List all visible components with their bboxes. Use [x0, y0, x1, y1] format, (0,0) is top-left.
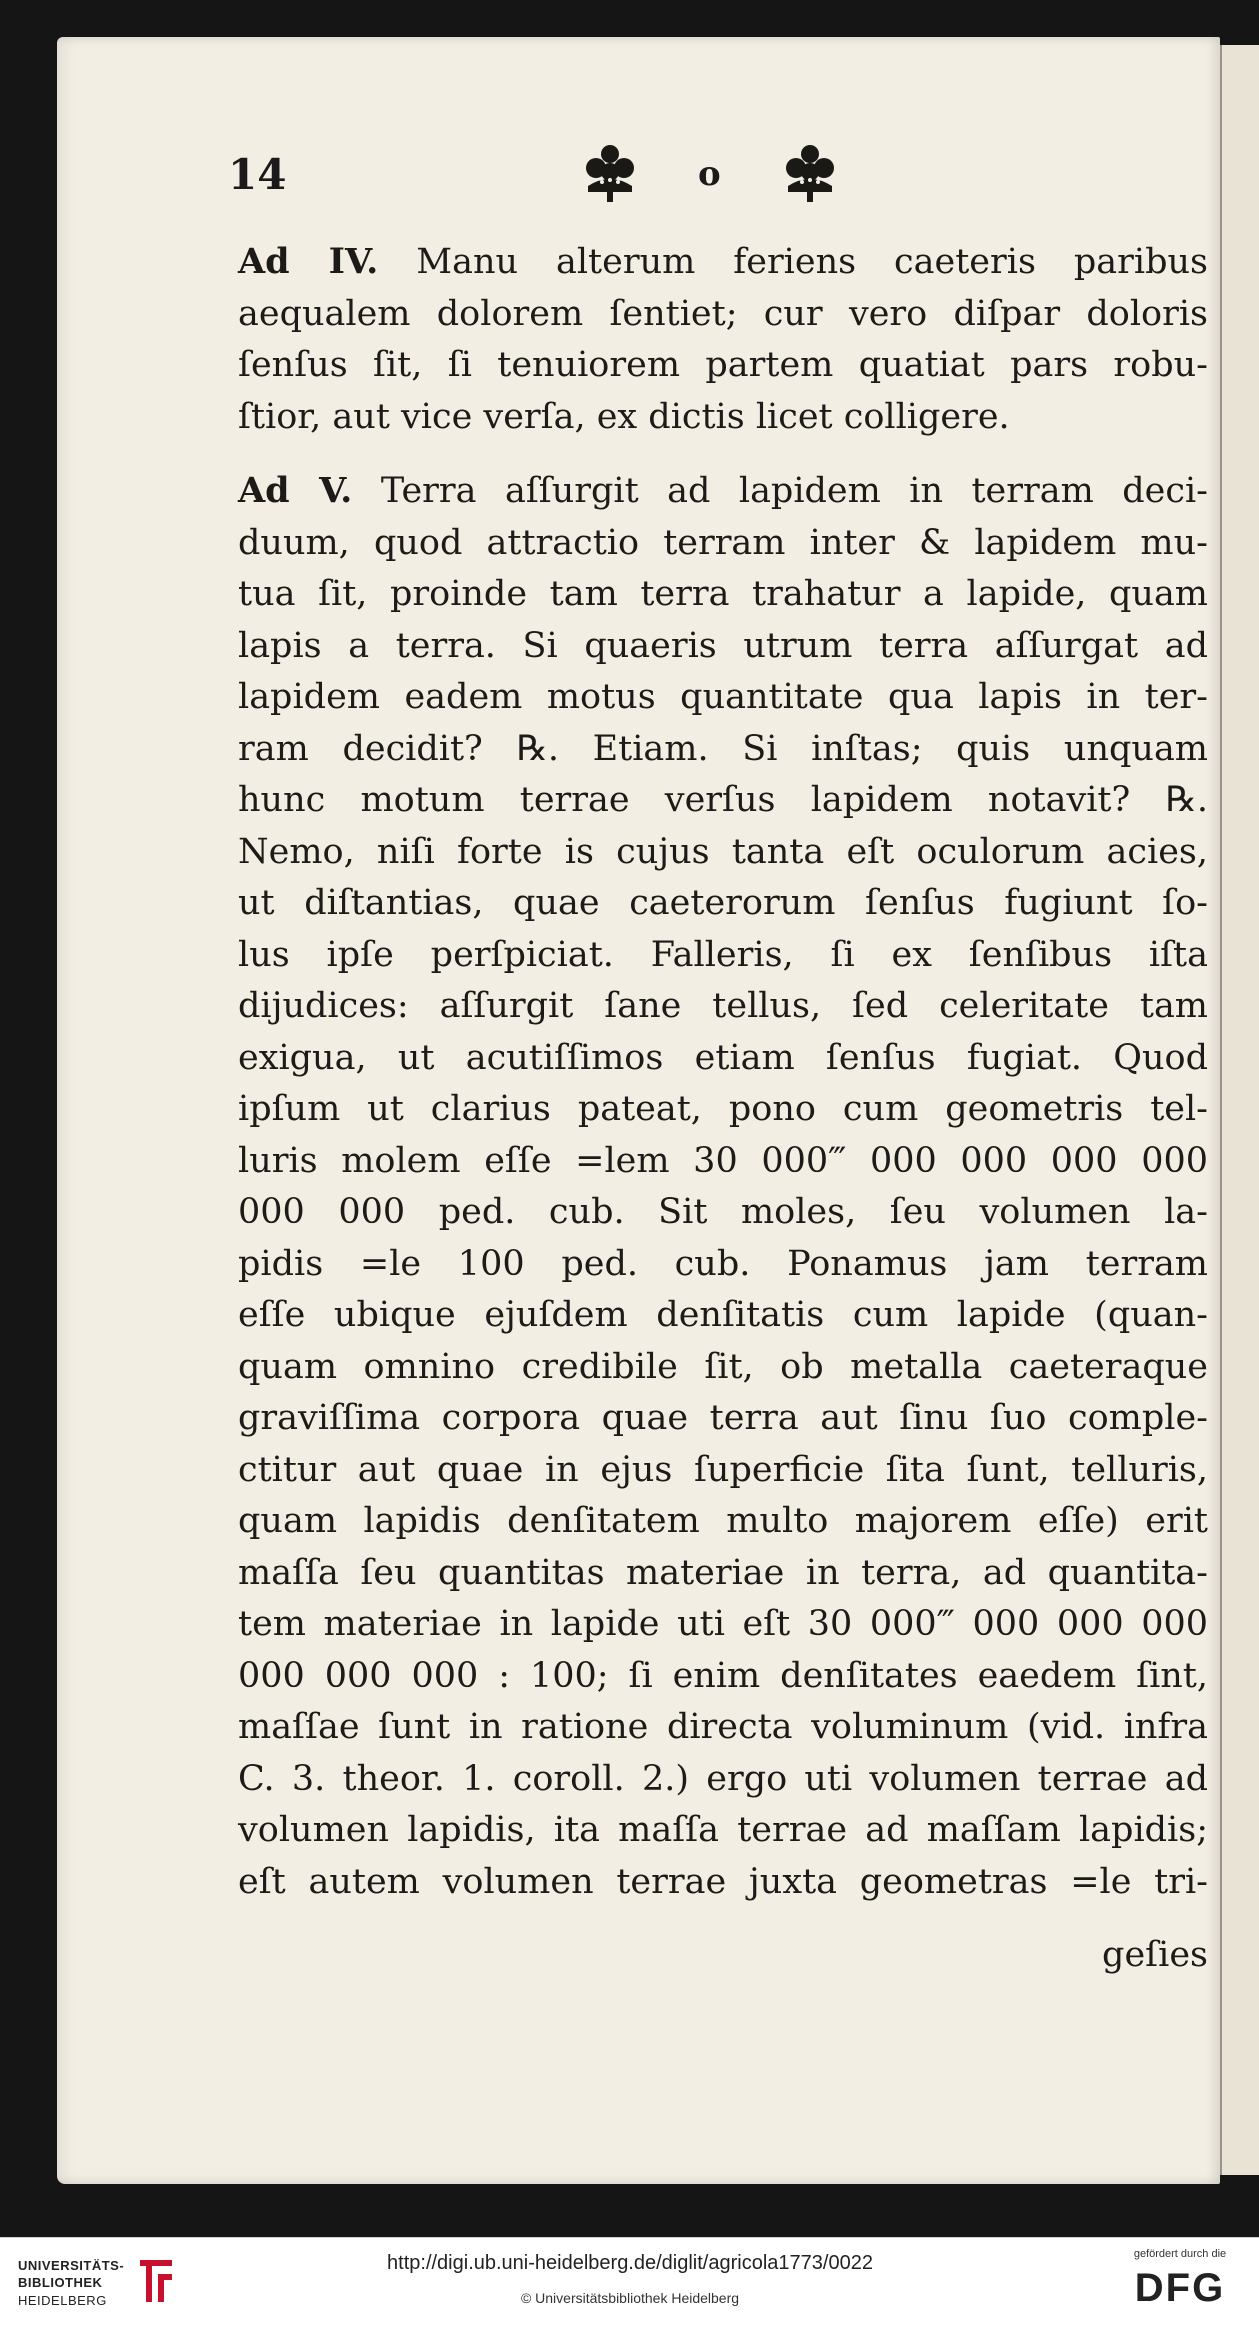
text-line	[238, 1342, 1208, 1394]
page-header	[228, 142, 1128, 212]
text-line	[238, 1599, 1208, 1651]
page-number: 14	[228, 150, 287, 199]
line-text: Manu alterum feriens caeteris paribus	[378, 242, 1208, 282]
line-text: graviſſima corpora quae terra aut ſinu ſuo comple-	[238, 1398, 1208, 1438]
line-text: Nemo, niſi forte is cujus tanta eſt oculorum acies,	[238, 831, 1208, 872]
text-line	[238, 392, 1208, 444]
text-line	[238, 878, 1208, 930]
line-text: eſt autem volumen terrae juxta geometras =le tri-	[238, 1861, 1208, 1902]
next-page-edge	[1220, 45, 1259, 2175]
text-line	[238, 1187, 1208, 1239]
line-text: quam lapidis denſitatem multo majorem eſſe) erit	[238, 1501, 1208, 1541]
text-line	[238, 518, 1208, 570]
line-text: quam omnino credibile ſit, ob metalla caeteraque	[238, 1346, 1208, 1387]
text-line	[238, 1702, 1208, 1754]
library-logo[interactable]	[18, 2252, 178, 2316]
line-text: 000 000 ped. cub. Sit moles, ſeu volumen la-	[238, 1192, 1208, 1232]
text-line	[238, 236, 1208, 289]
line-text: ctitur aut quae in ejus ſuperficie ſita ſunt, telluris,	[238, 1449, 1208, 1490]
line-text: pidis =le 100 ped. cub. Ponamus jam terram	[238, 1243, 1208, 1284]
text-line	[238, 672, 1208, 724]
text-line	[238, 827, 1208, 879]
copyright-notice: © Universitätsbibliothek Heidelberg	[520, 2290, 740, 2306]
line-text: ipſum ut clarius pateat, pono cum geometris tel-	[238, 1089, 1208, 1129]
line-text: ſenſus ſit, ſi tenuiorem partem quatiat pars robu-	[238, 345, 1208, 385]
text-line	[238, 465, 1208, 518]
line-text: C. 3. theor. 1. coroll. 2.) ergo uti volumen terrae ad	[238, 1758, 1208, 1799]
text-line	[238, 1290, 1208, 1342]
line-text: tem materiae in lapide uti eſt 30 000‴ 000 000 000	[238, 1604, 1208, 1644]
text-line	[238, 1033, 1208, 1085]
header-mark: o	[698, 154, 721, 194]
line-text: lapidem eadem motus quantitate qua lapis in ter-	[238, 677, 1208, 717]
line-text: luris molem eſſe =lem 30 000‴ 000 000 000 000	[238, 1140, 1208, 1181]
text-line	[238, 1445, 1208, 1497]
text-line	[238, 569, 1208, 621]
line-text: eſſe ubique ejuſdem denſitatis cum lapide (quan-	[238, 1295, 1208, 1335]
line-text: Terra aſſurgit ad lapidem in terram deci-	[352, 471, 1208, 511]
paragraph-ad-iv	[238, 236, 1208, 443]
line-text: 000 000 000 : 100; ſi enim denſitates eaedem ſint,	[238, 1655, 1208, 1696]
text-line	[238, 981, 1208, 1033]
permalink-url[interactable]: http://digi.ub.uni-heidelberg.de/diglit/agricola1773/0022	[387, 2252, 873, 2274]
dfg-funding-label: gefördert durch die	[1133, 2248, 1227, 2260]
university-library-logo-icon	[136, 2256, 176, 2306]
text-line	[238, 1651, 1208, 1703]
text-line	[238, 340, 1208, 392]
fleuron-icon	[580, 142, 640, 204]
line-text: hunc motum terrae verſus lapidem notavit? ℞.	[238, 780, 1208, 820]
text-line	[238, 1805, 1208, 1857]
text-line	[238, 724, 1208, 776]
line-text: ut diſtantias, quae caeterorum ſenſus fugiunt ſo-	[238, 883, 1208, 923]
line-text: volumen lapidis, ita maſſa terrae ad maſſam lapidis;	[238, 1810, 1208, 1850]
text-line	[238, 1548, 1208, 1600]
line-text: duum, quod attractio terram inter & lapidem mu-	[238, 522, 1208, 563]
body-text	[238, 236, 1208, 1982]
line-text: ſtior, aut vice verſa, ex dictis licet colligere.	[238, 396, 1010, 437]
text-line	[238, 930, 1208, 982]
text-line	[238, 1239, 1208, 1291]
text-line	[238, 1136, 1208, 1188]
line-text: aequalem dolorem ſentiet; cur vero diſpar doloris	[238, 293, 1208, 334]
logo-line-1: UNIVERSITÄTS-	[18, 2258, 125, 2273]
line-text: tua ſit, proinde tam terra trahatur a lapide, quam	[238, 574, 1208, 614]
logo-line-3: HEIDELBERG	[18, 2293, 107, 2308]
fleuron-icon	[780, 142, 840, 204]
text-line	[238, 621, 1208, 673]
text-line	[238, 1754, 1208, 1806]
line-text: lus ipſe perſpiciat. Falleris, ſi ex ſenſibus iſta	[238, 934, 1208, 975]
viewer-footer	[0, 2237, 1259, 2328]
text-line	[238, 289, 1208, 341]
dfg-wordmark: DFG	[1134, 2266, 1226, 2310]
line-text: dijudices: aſſurgit ſane tellus, ſed celeritate tam	[238, 986, 1208, 1026]
line-text: lapis a terra. Si quaeris utrum terra aſſurgat ad	[238, 625, 1208, 666]
paragraph-label: Ad IV.	[238, 241, 379, 282]
text-line	[238, 1857, 1208, 1909]
logo-line-2: BIBLIOTHEK	[18, 2275, 103, 2290]
text-line	[238, 1084, 1208, 1136]
line-text: maſſa ſeu quantitas materiae in terra, ad quantita-	[238, 1552, 1208, 1593]
text-line	[238, 1393, 1208, 1445]
text-line	[238, 1496, 1208, 1548]
text-line	[238, 775, 1208, 827]
paragraph-ad-v	[238, 465, 1208, 1908]
line-text: ram decidit? ℞. Etiam. Si inſtas; quis unquam	[238, 728, 1208, 769]
line-text: exigua, ut acutiſſimos etiam ſenſus fugiat. Quod	[238, 1037, 1208, 1078]
paragraph-label: Ad V.	[238, 470, 353, 511]
dfg-logo[interactable]	[1115, 2246, 1245, 2322]
catchword: geſies	[1102, 1935, 1208, 1975]
line-text: maſſae ſunt in ratione directa voluminum (vid. infra	[238, 1707, 1208, 1747]
